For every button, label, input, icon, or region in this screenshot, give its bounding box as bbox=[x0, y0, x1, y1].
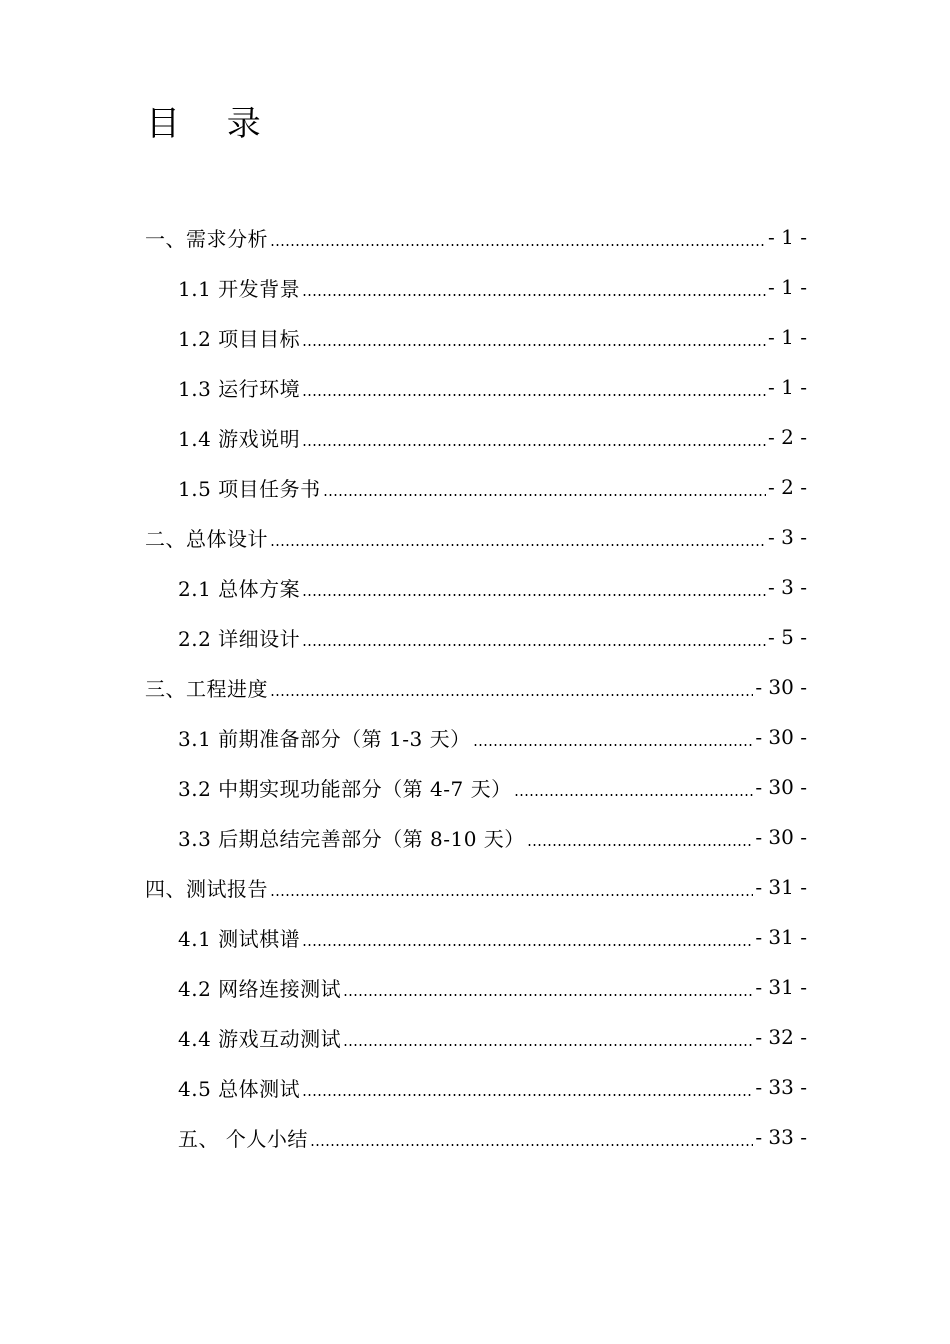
dot-leader bbox=[270, 544, 766, 546]
toc-entry-label: 一、需求分析 bbox=[145, 226, 268, 251]
toc-entry-label: 四、测试报告 bbox=[145, 876, 268, 901]
toc-entry-label: 2.1 总体方案 bbox=[178, 576, 301, 601]
dot-leader bbox=[270, 894, 753, 896]
toc-page-number: - 30 - bbox=[755, 675, 807, 699]
toc-entry[interactable] bbox=[178, 462, 807, 512]
toc-entry-label: 1.3 运行环境 bbox=[178, 376, 301, 401]
toc-entry-label: 1.4 游戏说明 bbox=[178, 426, 301, 451]
toc-title: 目 录 bbox=[146, 104, 279, 144]
toc-entry[interactable] bbox=[178, 812, 807, 862]
toc-page-number: - 1 - bbox=[768, 375, 807, 399]
toc-page-number: - 32 - bbox=[755, 1025, 807, 1049]
dot-leader bbox=[302, 294, 766, 296]
toc-page-number: - 33 - bbox=[755, 1125, 807, 1149]
toc-entry-label: 1.1 开发背景 bbox=[178, 276, 301, 301]
dot-leader bbox=[310, 1144, 753, 1146]
toc-page-number: - 2 - bbox=[768, 425, 807, 449]
dot-leader bbox=[323, 494, 766, 496]
toc-page-number: - 3 - bbox=[768, 525, 807, 549]
toc-page-number: - 1 - bbox=[768, 325, 807, 349]
dot-leader bbox=[302, 594, 766, 596]
toc-entry[interactable] bbox=[178, 362, 807, 412]
toc-entry-label: 3.2 中期实现功能部分（第 4-7 天） bbox=[178, 776, 512, 801]
dot-leader bbox=[302, 644, 766, 646]
toc-entry[interactable] bbox=[178, 762, 807, 812]
toc-page-number: - 31 - bbox=[755, 975, 807, 999]
dot-leader bbox=[302, 444, 766, 446]
toc-entry[interactable] bbox=[178, 412, 807, 462]
toc-entry[interactable] bbox=[145, 862, 807, 912]
toc-entry-label: 2.2 详细设计 bbox=[178, 626, 301, 651]
dot-leader bbox=[302, 344, 766, 346]
dot-leader bbox=[473, 744, 754, 746]
toc-entry[interactable] bbox=[178, 1112, 807, 1162]
dot-leader bbox=[527, 844, 754, 846]
toc-entry-label: 五、 个人小结 bbox=[178, 1126, 308, 1151]
toc-entry[interactable] bbox=[178, 1062, 807, 1112]
toc-entry[interactable] bbox=[178, 912, 807, 962]
toc-page-number: - 30 - bbox=[755, 825, 807, 849]
toc-entry-label: 3.3 后期总结完善部分（第 8-10 天） bbox=[178, 826, 525, 851]
toc-page-number: - 31 - bbox=[755, 875, 807, 899]
blank-page-area bbox=[0, 1160, 950, 1344]
toc-entry-label: 4.5 总体测试 bbox=[178, 1076, 301, 1101]
toc-entry-label: 1.5 项目任务书 bbox=[178, 476, 321, 501]
dot-leader bbox=[302, 1094, 753, 1096]
dot-leader bbox=[343, 994, 753, 996]
dot-leader bbox=[302, 394, 766, 396]
toc-page-number: - 30 - bbox=[755, 725, 807, 749]
toc-entry[interactable] bbox=[178, 312, 807, 362]
toc-page-number: - 30 - bbox=[755, 775, 807, 799]
toc-page-number: - 1 - bbox=[768, 275, 807, 299]
dot-leader bbox=[343, 1044, 753, 1046]
dot-leader bbox=[302, 944, 753, 946]
toc-entry-label: 4.1 测试棋谱 bbox=[178, 926, 301, 951]
dot-leader bbox=[514, 794, 754, 796]
toc-entry-label: 4.2 网络连接测试 bbox=[178, 976, 342, 1001]
toc-entry-label: 二、总体设计 bbox=[145, 526, 268, 551]
toc-entry-label: 三、工程进度 bbox=[145, 676, 268, 701]
toc-entry-label: 4.4 游戏互动测试 bbox=[178, 1026, 342, 1051]
toc-entry-label: 3.1 前期准备部分（第 1-3 天） bbox=[178, 726, 471, 751]
toc-entry[interactable] bbox=[178, 612, 807, 662]
toc-entry[interactable] bbox=[178, 712, 807, 762]
toc-page-number: - 31 - bbox=[755, 925, 807, 949]
toc-page-number: - 1 - bbox=[768, 225, 807, 249]
toc-entry[interactable] bbox=[145, 662, 807, 712]
toc-page-number: - 5 - bbox=[768, 625, 807, 649]
toc-entry-label: 1.2 项目目标 bbox=[178, 326, 301, 351]
toc-entry[interactable] bbox=[145, 212, 807, 262]
toc-entry[interactable] bbox=[178, 262, 807, 312]
toc-entry[interactable] bbox=[145, 512, 807, 562]
dot-leader bbox=[270, 694, 753, 696]
dot-leader bbox=[270, 244, 766, 246]
toc-page-number: - 3 - bbox=[768, 575, 807, 599]
toc-entry[interactable] bbox=[178, 562, 807, 612]
toc-entry[interactable] bbox=[178, 1012, 807, 1062]
toc-page-number: - 33 - bbox=[755, 1075, 807, 1099]
toc-entry[interactable] bbox=[178, 962, 807, 1012]
toc-page-number: - 2 - bbox=[768, 475, 807, 499]
